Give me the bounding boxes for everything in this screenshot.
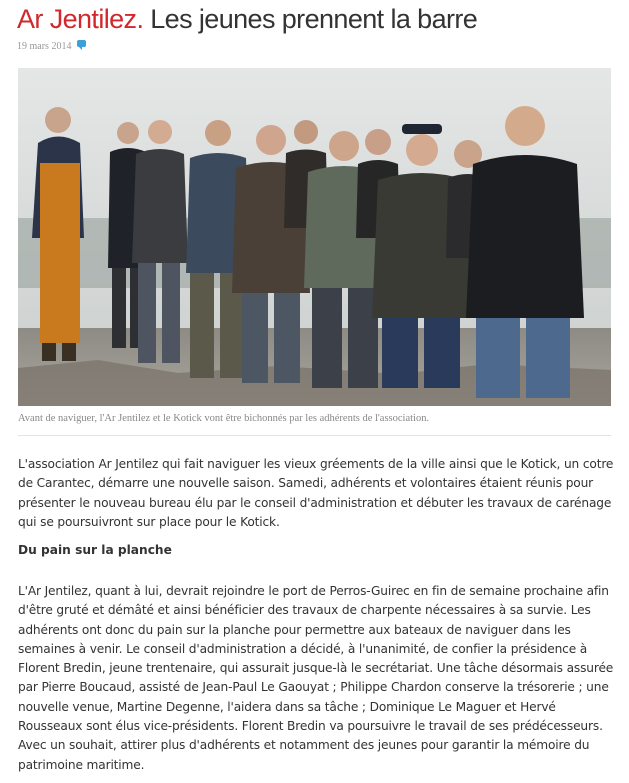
article-paragraph-2: L'Ar Jentilez, quant à lui, devrait rejoindre le port de Perros-Guirec en fin de semaine prochaine afin d'être gruté et démâté et ainsi bénéficier des travaux de charpente nécessaires à sa survie. Les adhérents ont donc du pain sur la planche pour permettre aux bateaux de naviguer dans les semaines à venir. Le conseil d'administration a décidé, à l'unanimité, de confier la présidence à Florent Bredin, jeune trentenaire, qui assurait jusque-là le secrétariat. Une tâche désormais assurée par Pierre Boucaud, assisté de Jean-Paul Le Gaouyat ; Philippe Chardon conserve la trésorerie ; une nouvelle venue, Martine Degenne, l'aidera dans sa tâche ; Dominique Le Maguer et Hervé Rousseaux sont élus vice-présidents. Florent Bredin va poursuivre le travail de ses prédécesseurs. Avec un souhait, attirer plus d'adhérents et notamment des jeunes pour garantir la mémoire du patrimoine maritime. [18,584,614,772]
article-headline [17,2,477,36]
article-paragraph-1: L'association Ar Jentilez qui fait naviguer les vieux gréements de la ville ainsi que le Kotick, un cotre de Carantec, démarre une nouvelle saison. Samedi, adhérents et volontaires étaient réunis pour présenter le nouveau bureau élu par le conseil d'administration et débuter les travaux de carénage qui se poursuivront sur place pour le Kotick. [18,457,614,529]
headline-title: Les jeunes prennent la barre [150,4,478,34]
caption-divider [18,435,611,436]
photo-caption: Avant de naviguer, l'Ar Jentilez et le Kotick vont être bichonnés par les adhérents de l'association. [18,413,430,424]
publish-date: 19 mars 2014 [17,40,72,52]
group-photo-illustration [18,68,611,406]
headline-kicker: Ar Jentilez. [17,4,144,34]
article-meta [17,39,86,53]
article-photo[interactable] [18,68,611,406]
comment-bubble-icon[interactable] [77,40,86,47]
article-subheading: Du pain sur la planche [18,543,172,557]
